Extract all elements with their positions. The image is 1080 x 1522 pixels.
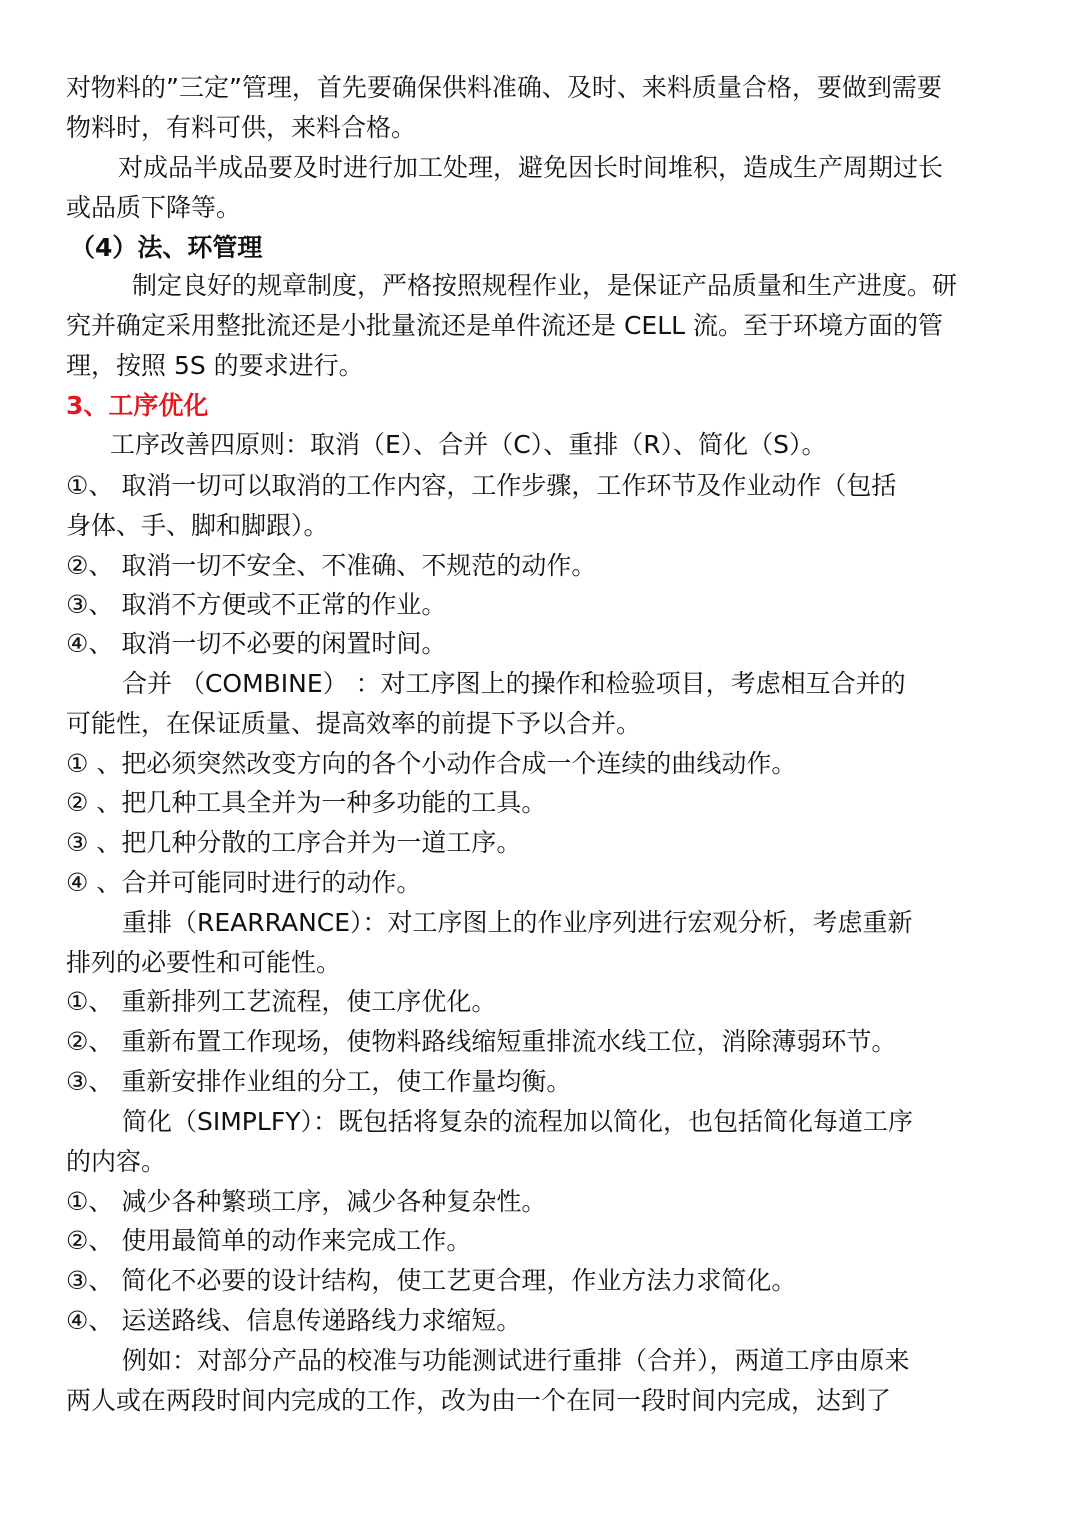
- list-item: ① 、把必须突然改变方向的各个小动作合成一个连续的曲线动作。: [66, 749, 797, 778]
- body-text-line: 两人或在两段时间内完成的工作，改为由一个在同一段时间内完成，达到了: [66, 1386, 892, 1415]
- body-text-line: 排列的必要性和可能性。: [66, 948, 342, 977]
- list-item: ③、 简化不必要的设计结构，使工艺更合理，作业方法力求简化。: [66, 1266, 797, 1295]
- list-item: ③、 重新安排作业组的分工，使工作量均衡。: [66, 1067, 572, 1096]
- section-heading: 3、工序优化: [66, 391, 209, 420]
- body-text-line: 对物料的”三定”管理，首先要确保供料准确、及时、来料质量合格，要做到需要: [66, 73, 942, 102]
- list-item: ③、 取消不方便或不正常的作业。: [66, 590, 447, 619]
- body-text-line: 物料时，有料可供，来料合格。: [66, 113, 417, 142]
- list-item: ②、 重新布置工作现场，使物料路线缩短重排流水线工位，消除薄弱环节。: [66, 1027, 897, 1056]
- list-item: ②、 取消一切不安全、不准确、不规范的动作。: [66, 551, 597, 580]
- paragraph-first-line: 对成品半成品要及时进行加工处理，避免因长时间堆积，造成生产周期过长: [118, 153, 944, 182]
- body-text-line: 身体、手、脚和脚跟）。: [66, 511, 329, 540]
- list-item: ②、 使用最简单的动作来完成工作。: [66, 1226, 472, 1255]
- paragraph-first-line: 重排（REARRANCE）：对工序图上的作业序列进行宏观分析，考虑重新: [122, 908, 913, 937]
- body-text-line: 或品质下降等。: [66, 193, 242, 222]
- body-text-line: 究并确定采用整批流还是小批量流还是单件流还是 CELL 流。至于环境方面的管: [66, 311, 944, 340]
- body-text-line: 理，按照 5S 的要求进行。: [66, 351, 364, 380]
- paragraph-first-line: 合并 （COMBINE） ：对工序图上的操作和检验项目，考虑相互合并的: [122, 669, 906, 698]
- subsection-heading: （4）法、环管理: [70, 233, 263, 262]
- list-item: ④、 运送路线、信息传递路线力求缩短。: [66, 1306, 522, 1335]
- paragraph-first-line: 工序改善四原则：取消（E）、合并（C）、重排（R）、简化（S）。: [110, 430, 827, 459]
- paragraph-first-line: 简化（SIMPLFY）：既包括将复杂的流程加以简化，也包括简化每道工序: [122, 1107, 913, 1136]
- list-item: ④ 、合并可能同时进行的动作。: [66, 868, 422, 897]
- paragraph-first-line: 制定良好的规章制度，严格按照规程作业，是保证产品质量和生产进度。研: [132, 271, 958, 300]
- body-text-line: 的内容。: [66, 1147, 167, 1176]
- list-item: ② 、把几种工具全并为一种多功能的工具。: [66, 788, 547, 817]
- paragraph-first-line: 例如：对部分产品的校准与功能测试进行重排（合并），两道工序由原来: [122, 1346, 910, 1375]
- list-item: ①、 重新排列工艺流程，使工序优化。: [66, 987, 497, 1016]
- body-text-line: 可能性，在保证质量、提高效率的前提下予以合并。: [66, 709, 642, 738]
- list-item: ③ 、把几种分散的工序合并为一道工序。: [66, 828, 522, 857]
- list-item: ①、 减少各种繁琐工序，减少各种复杂性。: [66, 1187, 547, 1216]
- list-item: ①、 取消一切可以取消的工作内容，工作步骤，工作环节及作业动作（包括: [66, 471, 897, 500]
- list-item: ④、 取消一切不必要的闲置时间。: [66, 629, 447, 658]
